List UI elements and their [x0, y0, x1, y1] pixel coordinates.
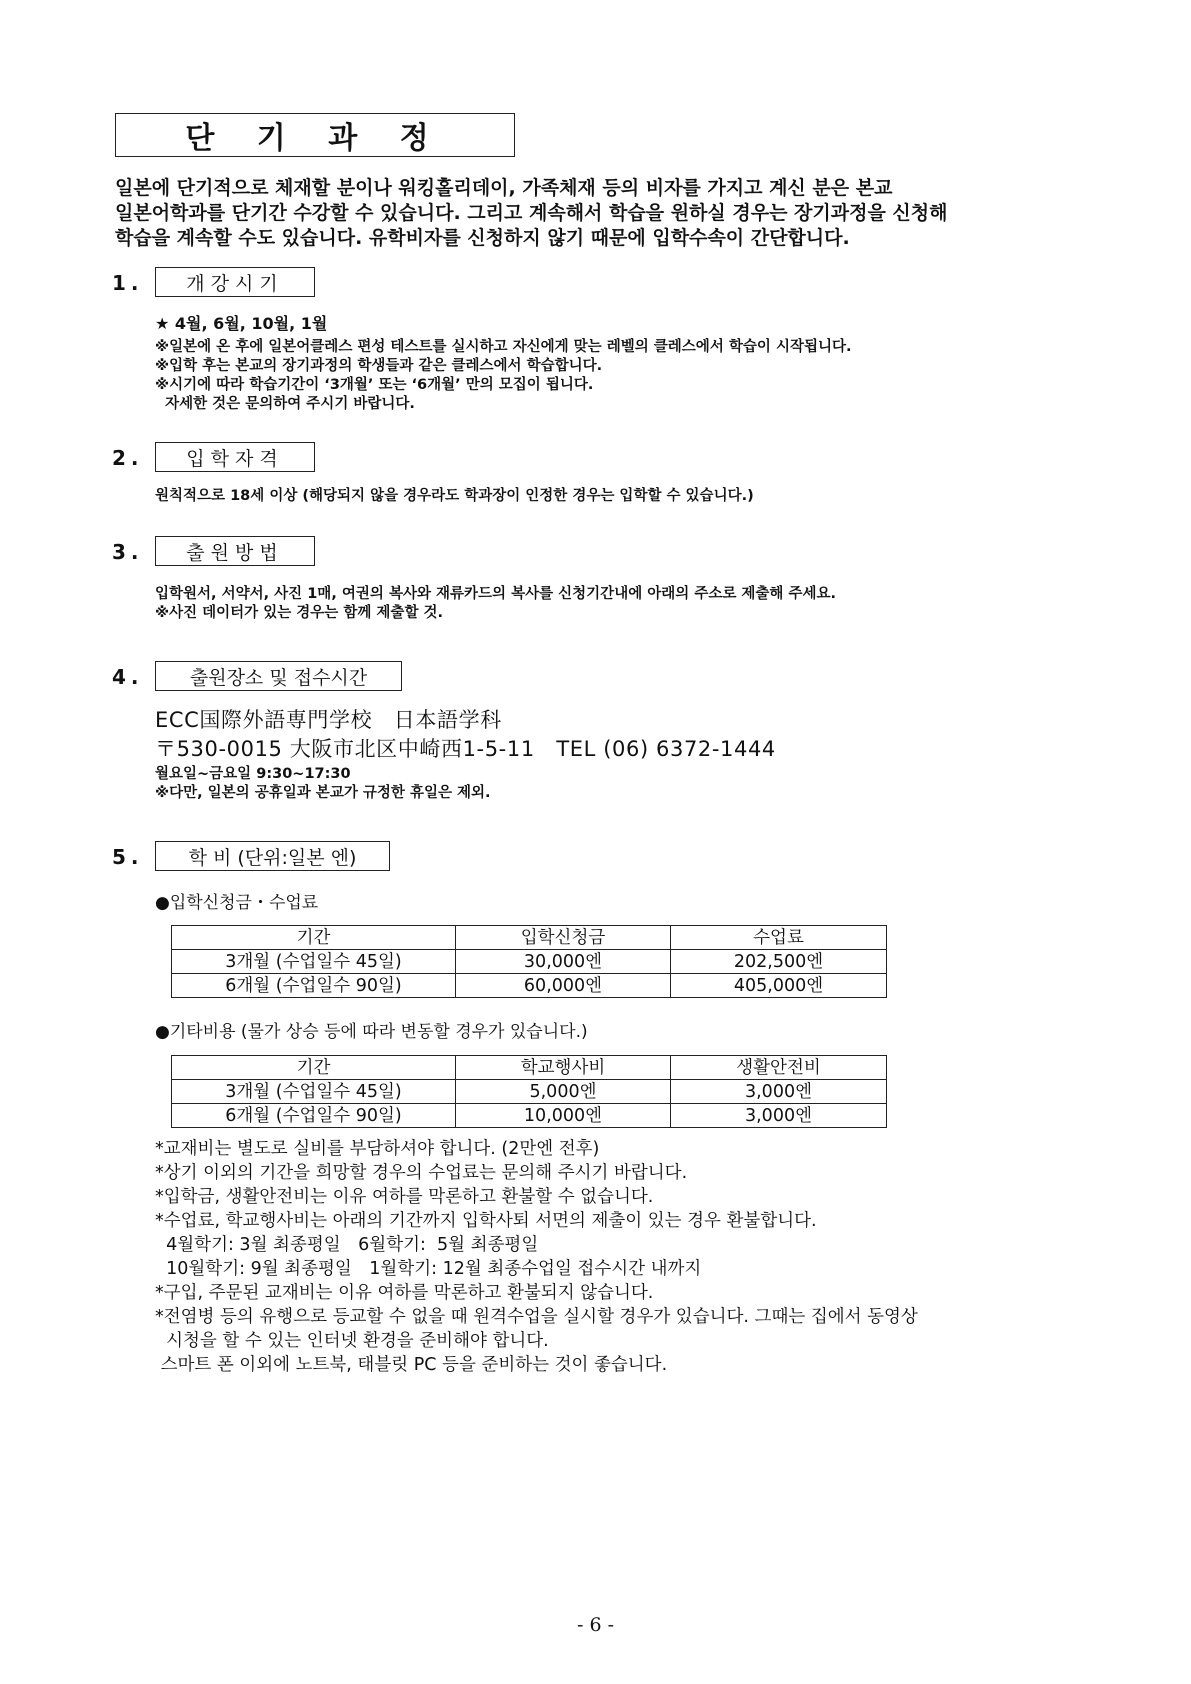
section-4-heading: 출원장소 및 접수시간 [155, 661, 402, 691]
section-2-text: 원칙적으로 18세 이상 (해당되지 않을 경우라도 학과장이 인정한 경우는 입학할 수 있습니다.) [155, 488, 754, 504]
table-row [172, 1080, 887, 1104]
section-5-number: 5. [112, 845, 144, 869]
table-2-title: ●기타비용 (물가 상승 등에 따라 변동할 경우가 있습니다.) [155, 1022, 588, 1042]
table-header-row [172, 926, 887, 950]
table-row [172, 974, 887, 998]
table-cell: 6개월 (수업일수 90일) [172, 1104, 456, 1128]
table-cell: 405,000엔 [671, 974, 887, 998]
section-1-number: 1. [112, 271, 144, 295]
table-header-cell: 기간 [172, 1056, 456, 1080]
table-cell: 3,000엔 [671, 1104, 887, 1128]
section-1-note: ※일본에 온 후에 일본어클레스 편성 테스트를 실시하고 자신에게 맞는 레벨의 클레스에서 학습이 시작됩니다. [155, 339, 852, 355]
intro-paragraph [115, 176, 1075, 251]
section-2-heading: 입학자격 [155, 442, 315, 472]
section-1-note: ※시기에 따라 학습기간이 ‘3개월’ 또는 ‘6개월’ 만의 모집이 됩니다. [155, 377, 594, 393]
fee-note: 스마트 폰 이외에 노트북, 태블릿 PC 등을 준비하는 것이 좋습니다. [155, 1355, 668, 1375]
school-name: ECC国際外語専門学校 日本語学科 [155, 708, 502, 732]
fee-note: 시청을 할 수 있는 인터넷 환경을 준비해야 합니다. [155, 1331, 549, 1351]
page-number: - 6 - [576, 1614, 614, 1636]
table-row [172, 950, 887, 974]
fee-note: *입학금, 생활안전비는 이유 여하를 막론하고 환불할 수 없습니다. [155, 1187, 654, 1207]
table-header-cell: 기간 [172, 926, 456, 950]
table-header-cell: 수업료 [671, 926, 887, 950]
fee-note: *수업료, 학교행사비는 아래의 기간까지 입학사퇴 서면의 제출이 있는 경우 환불합니다. [155, 1211, 817, 1231]
section-3-line: 입학원서, 서약서, 사진 1매, 여권의 복사와 재류카드의 복사를 신청기간내에 아래의 주소로 제출해 주세요. [155, 586, 836, 602]
school-address: 〒530-0015 大阪市北区中崎西1-5-11 TEL (06) 6372-1444 [155, 737, 776, 761]
section-1-months: ★ 4월, 6월, 10월, 1월 [155, 314, 328, 333]
section-1-note: ※입학 후는 본교의 장기과정의 학생들과 같은 클레스에서 학습합니다. [155, 358, 603, 374]
table-1-title: ●입학신청금・수업료 [155, 893, 319, 913]
tuition-table [171, 925, 887, 998]
table-cell: 202,500엔 [671, 950, 887, 974]
table-cell: 10,000엔 [456, 1104, 671, 1128]
table-cell: 5,000엔 [456, 1080, 671, 1104]
table-header-cell: 생활안전비 [671, 1056, 887, 1080]
table-cell: 3,000엔 [671, 1080, 887, 1104]
table-cell: 60,000엔 [456, 974, 671, 998]
section-3-heading: 출원방법 [155, 536, 315, 566]
section-2-number: 2. [112, 446, 144, 470]
reception-hours: 월요일~금요일 9:30~17:30 [155, 766, 351, 782]
section-1-note: 자세한 것은 문의하여 주시기 바랍니다. [155, 396, 415, 412]
table-cell: 3개월 (수업일수 45일) [172, 950, 456, 974]
fee-note: *전염병 등의 유행으로 등교할 수 없을 때 원격수업을 실시할 경우가 있습니다. 그때는 집에서 동영상 [155, 1307, 918, 1327]
table-row [172, 1104, 887, 1128]
intro-line: 학습을 계속할 수도 있습니다. 유학비자를 신청하지 않기 때문에 입학수속이 간단합니다. [115, 227, 850, 249]
other-fees-table [171, 1055, 887, 1128]
section-1-heading: 개강시기 [155, 267, 315, 297]
section-3-number: 3. [112, 540, 144, 564]
table-cell: 6개월 (수업일수 90일) [172, 974, 456, 998]
table-cell: 30,000엔 [456, 950, 671, 974]
intro-line: 일본어학과를 단기간 수강할 수 있습니다. 그리고 계속해서 학습을 원하실 경우는 장기과정을 신청해 [115, 202, 948, 224]
table-header-cell: 입학신청금 [456, 926, 671, 950]
table-cell: 3개월 (수업일수 45일) [172, 1080, 456, 1104]
fee-note: *교재비는 별도로 실비를 부담하셔야 합니다. (2만엔 전후) [155, 1139, 600, 1159]
fee-note: *구입, 주문된 교재비는 이유 여하를 막론하고 환불되지 않습니다. [155, 1283, 654, 1303]
fee-note: 10월학기: 9월 최종평일 1월학기: 12월 최종수업일 접수시간 내까지 [155, 1259, 702, 1279]
table-header-row [172, 1056, 887, 1080]
section-3-line: ※사진 데이터가 있는 경우는 함께 제출할 것. [155, 605, 444, 621]
fee-note: *상기 이외의 기간을 희망할 경우의 수업료는 문의해 주시기 바랍니다. [155, 1163, 688, 1183]
intro-line: 일본에 단기적으로 체재할 분이나 워킹홀리데이, 가족체재 등의 비자를 가지고 계신 분은 본교 [115, 177, 893, 199]
reception-hours-note: ※다만, 일본의 공휴일과 본교가 규정한 휴일은 제외. [155, 785, 491, 801]
section-4-number: 4. [112, 665, 144, 689]
section-5-heading: 학 비 (단위:일본 엔) [155, 841, 390, 871]
table-header-cell: 학교행사비 [456, 1056, 671, 1080]
page-title: 단 기 과 정 [115, 113, 515, 157]
fee-note: 4월학기: 3월 최종평일 6월학기: 5월 최종평일 [155, 1235, 539, 1255]
